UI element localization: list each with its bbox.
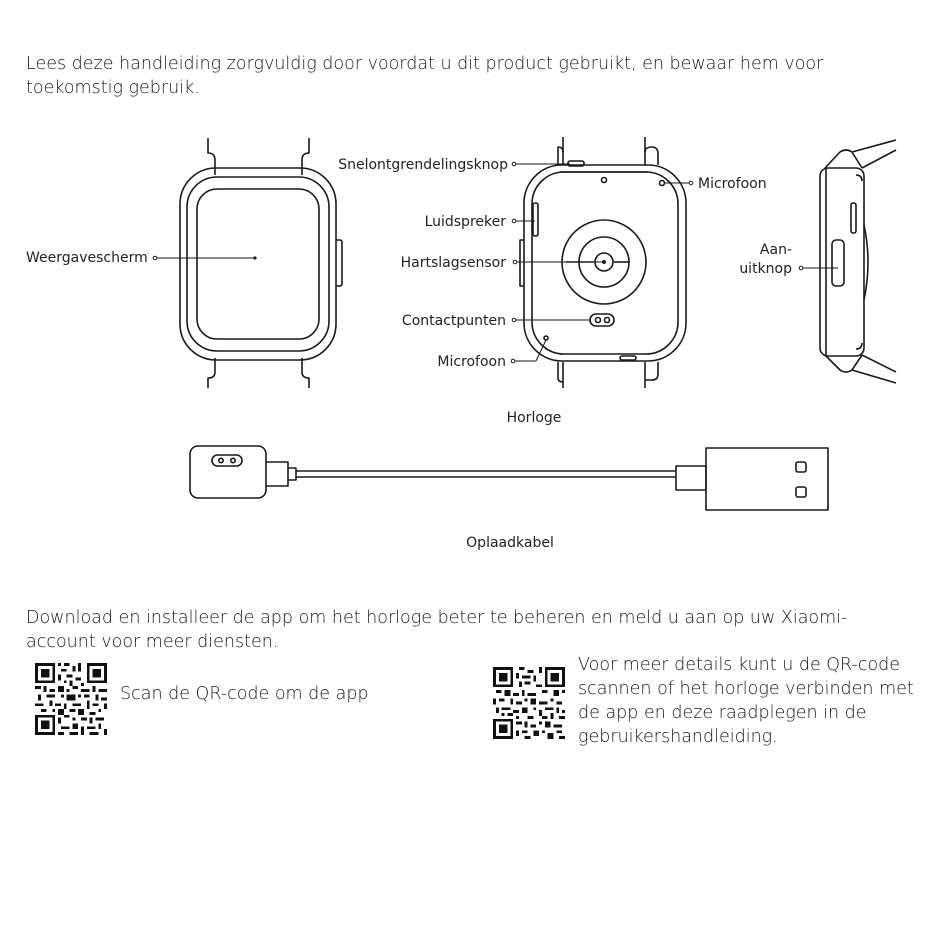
label-microphone-bottom: Microfoon <box>437 354 506 370</box>
download-paragraph: Download en installeer de app om het horloge beter te beheren en meld u aan op uw Xiaomi-account voor meer diensten. <box>26 608 848 652</box>
label-speaker: Luidspreker <box>424 214 506 230</box>
qr-left-caption: Scan de QR-code om de app <box>120 684 369 704</box>
qr-right-caption: Voor meer details kunt u de QR-code scannen of het horloge verbinden met de app en deze raadplegen in de gebruikershandleiding. <box>578 655 914 747</box>
label-heart-rate: Hartslagsensor <box>400 255 506 271</box>
label-display: Weergavescherm <box>26 250 148 266</box>
label-quick-release: Snelontgrendelingsknop <box>338 157 508 173</box>
intro-paragraph: Lees deze handleiding zorgvuldig door voordat u dit product gebruikt, en bewaar hem voor toekomstig gebruik. <box>26 54 824 98</box>
watch-front-drawing <box>180 138 342 388</box>
label-microphone-top: Microfoon <box>698 176 767 192</box>
label-power-line2: uitknop <box>739 261 792 277</box>
label-contacts: Contactpunten <box>401 313 506 329</box>
cable-drawing <box>190 446 828 510</box>
qr-code-left[interactable] <box>35 663 107 735</box>
caption-cable: Oplaadkabel <box>466 535 554 551</box>
watch-side-drawing <box>820 140 896 383</box>
qr-code-right[interactable] <box>493 667 565 739</box>
label-power-line1: Aan- <box>759 242 792 258</box>
caption-watch: Horloge <box>506 410 562 426</box>
